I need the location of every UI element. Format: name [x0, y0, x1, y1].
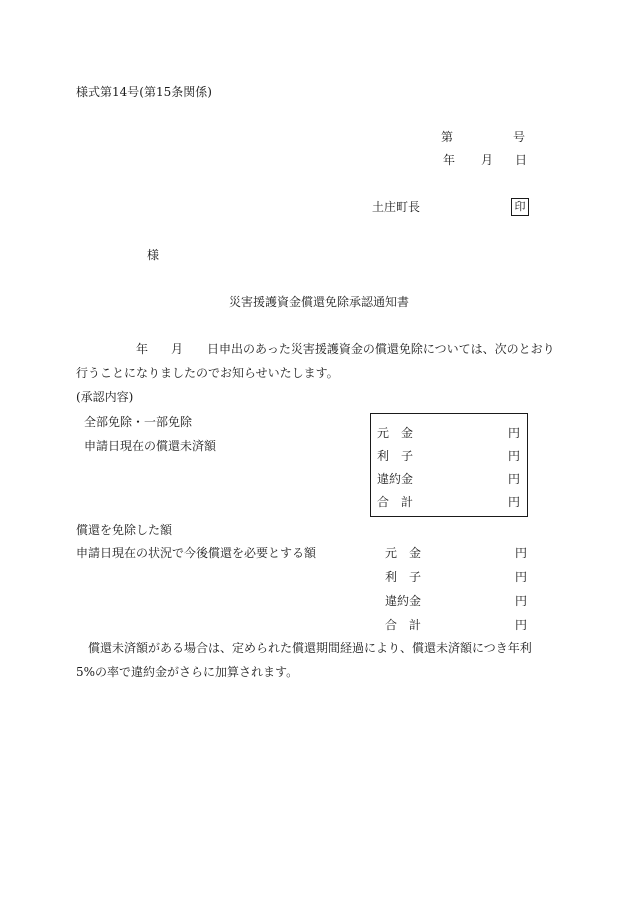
- body-month: 月: [171, 342, 184, 356]
- future-amount-label: 申請日現在の状況で今後償還を必要とする額: [76, 546, 317, 560]
- future-row-label: 合 計: [385, 618, 422, 632]
- section-label: (承認内容): [76, 390, 134, 404]
- box-row-label: 利 子: [377, 449, 414, 463]
- body-year: 年: [136, 342, 149, 356]
- future-row-label: 元 金: [385, 546, 422, 560]
- date-month: 月: [481, 153, 494, 167]
- date-year: 年: [443, 153, 456, 167]
- future-row-unit: 円: [515, 618, 528, 632]
- document-title: 災害援護資金償還免除承認通知書: [229, 295, 410, 309]
- date-day: 日: [515, 153, 528, 167]
- exempted-amount-label: 償還を免除した額: [76, 523, 173, 537]
- note-line2: 5%の率で違約金がさらに加算されます。: [76, 665, 299, 679]
- doc-number-dai: 第: [441, 130, 454, 144]
- future-row-unit: 円: [515, 570, 528, 584]
- box-row-unit: 円: [508, 426, 521, 440]
- future-row-unit: 円: [515, 594, 528, 608]
- box-row-label: 元 金: [377, 426, 414, 440]
- box-row-unit: 円: [508, 472, 521, 486]
- body-line1: 日申出のあった災害援護資金の償還免除については、次のとおり: [207, 342, 555, 356]
- body-line2: 行うことになりましたのでお知らせいたします。: [76, 366, 339, 380]
- unpaid-label: 申請日現在の償還未済額: [84, 439, 217, 453]
- doc-number-go: 号: [513, 130, 526, 144]
- sender-title: 土庄町長: [372, 200, 421, 214]
- box-row-unit: 円: [508, 495, 521, 509]
- box-row-unit: 円: [508, 449, 521, 463]
- exemption-type: 全部免除・一部免除: [84, 415, 193, 429]
- form-number-label: 様式第14号(第15条関係): [76, 85, 212, 99]
- future-row-label: 違約金: [385, 594, 422, 608]
- note-line1: 償還未済額がある場合は、定められた償還期間経過により、償還未済額につき年利: [76, 641, 532, 655]
- future-row-label: 利 子: [385, 570, 422, 584]
- box-row-label: 違約金: [377, 472, 414, 486]
- addressee-honorific: 様: [147, 248, 160, 262]
- box-row-label: 合 計: [377, 495, 414, 509]
- seal-stamp: 印: [511, 198, 529, 216]
- future-row-unit: 円: [515, 546, 528, 560]
